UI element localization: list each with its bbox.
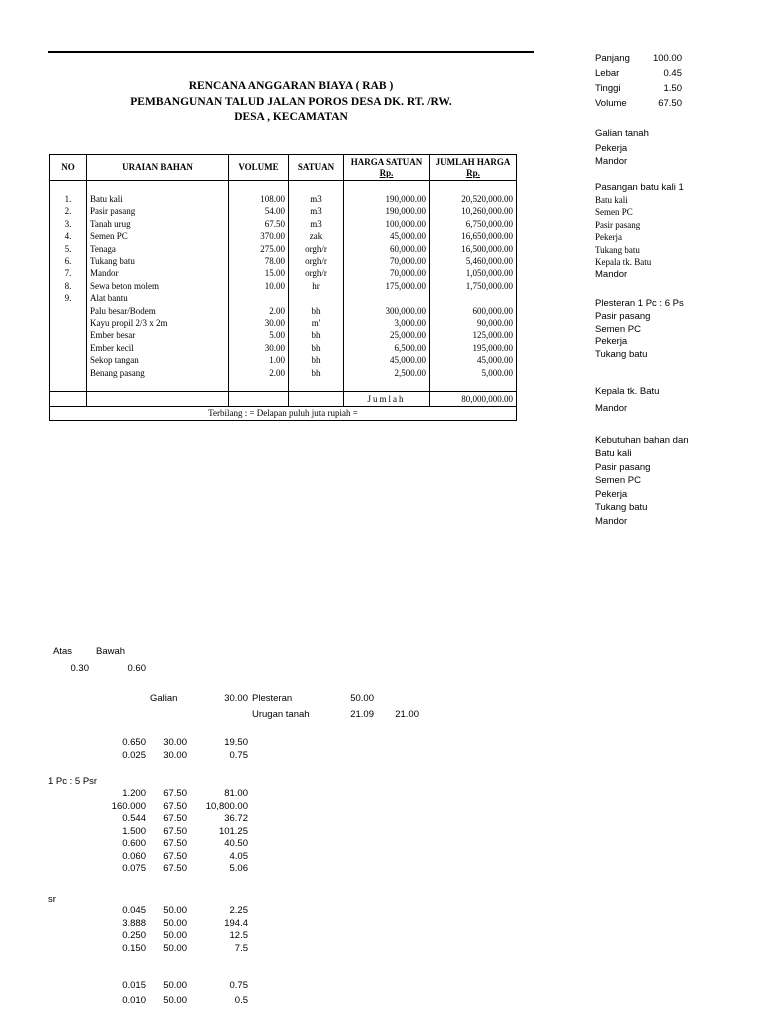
row-item: Batu kali	[87, 193, 229, 205]
row-no: 1.	[50, 193, 87, 205]
pasangan-item: Tukang batu	[595, 244, 640, 255]
row-item: Semen PC	[87, 230, 229, 242]
misc-calc-vol: 50.00	[163, 995, 187, 1006]
row-harga: 70,000.00	[344, 267, 430, 279]
row-harga: 100,000.00	[344, 218, 430, 230]
misc-calc-coef: 0.015	[122, 980, 146, 991]
row-satuan: hr	[289, 280, 344, 292]
row-harga: 190,000.00	[344, 205, 430, 217]
plesteran-title: Plesteran 1 Pc : 6 Ps	[595, 298, 684, 309]
table-row	[50, 329, 517, 341]
pasangan-calc-vol: 67.50	[163, 850, 187, 862]
pasangan-calc-coef: 0.060	[122, 850, 146, 862]
pasangan-calc-coef: 0.600	[122, 838, 146, 849]
col-no-header: NO	[50, 155, 87, 181]
pasangan-calc-result: 101.25	[218, 825, 248, 837]
misc-calc-vol: 50.00	[163, 980, 187, 991]
row-satuan	[289, 292, 344, 304]
row-jumlah: 1,050,000.00	[430, 267, 517, 279]
table-row	[50, 193, 517, 205]
urugan-label: Urugan tanah	[252, 709, 310, 720]
table-total-row	[50, 392, 517, 407]
pasangan-calc-coef: 1.500	[122, 825, 146, 837]
dim-value: 0.45	[663, 68, 682, 79]
plesteran-calc-vol: 50.00	[163, 930, 187, 941]
row-satuan: orgh/r	[289, 255, 344, 267]
plesteran-calc-result: 194.4	[224, 917, 248, 929]
pasangan-item: Kepala tk. Batu	[595, 257, 652, 267]
pasangan-calc-coef: 0.075	[122, 863, 146, 874]
table-header-row	[50, 155, 517, 181]
galian-calc-vol: 30.00	[163, 737, 187, 748]
row-jumlah: 125,000.00	[430, 329, 517, 341]
galian-calc-result: 19.50	[224, 737, 248, 748]
row-no	[50, 317, 87, 329]
rab-table	[49, 154, 517, 421]
row-item: Mandor	[87, 267, 229, 279]
col-jumlah-line1: JUMLAH HARGA	[435, 156, 511, 167]
row-harga: 60,000.00	[344, 243, 430, 255]
table-row	[50, 317, 517, 329]
row-satuan: zak	[289, 230, 344, 242]
row-item: Benang pasang	[87, 367, 229, 379]
row-satuan: bh	[289, 305, 344, 317]
row-item: Pasir pasang	[87, 205, 229, 217]
pasangan-calc-coef: 0.544	[122, 813, 146, 824]
row-volume: 5.00	[229, 329, 289, 341]
row-item: Alat bantu	[87, 292, 229, 304]
row-jumlah: 6,750,000.00	[430, 218, 517, 230]
atas-value: 0.30	[70, 663, 89, 674]
row-harga: 2,500.00	[344, 367, 430, 379]
row-item: Sekop tangan	[87, 354, 229, 366]
table-spacer-bottom	[50, 379, 517, 392]
row-satuan: orgh/r	[289, 267, 344, 279]
row-item: Tenaga	[87, 243, 229, 255]
kebutuhan-item: Pekerja	[595, 488, 628, 500]
row-no: 7.	[50, 267, 87, 279]
row-no	[50, 305, 87, 317]
bawah-value: 0.60	[127, 663, 146, 674]
row-jumlah: 600,000.00	[430, 305, 517, 317]
pasangan-calc-vol: 67.50	[163, 825, 187, 837]
row-harga: 45,000.00	[344, 354, 430, 366]
pasangan-calc-vol: 67.50	[163, 800, 187, 812]
galian-label: Galian	[150, 693, 178, 704]
row-volume: 30.00	[229, 317, 289, 329]
galian-value: 30.00	[224, 693, 248, 704]
row-item: Sewa beton molem	[87, 280, 229, 292]
row-no	[50, 342, 87, 354]
table-row	[50, 280, 517, 292]
pasangan-calc-vol: 67.50	[163, 813, 187, 824]
row-volume: 2.00	[229, 305, 289, 317]
bawah-label: Bawah	[96, 646, 126, 657]
plesteran-calc-result: 2.25	[229, 905, 248, 916]
row-no: 8.	[50, 280, 87, 292]
table-row	[50, 230, 517, 242]
row-no: 9.	[50, 292, 87, 304]
dim-label: Volume	[595, 98, 627, 109]
kebutuhan-item: Mandor	[595, 515, 628, 527]
row-volume: 275.00	[229, 243, 289, 255]
row-jumlah: 5,000.00	[430, 367, 517, 379]
galian-item: Pekerja	[595, 143, 628, 154]
plesteran-calc-result: 7.5	[234, 942, 248, 954]
row-volume: 2.00	[229, 367, 289, 379]
kebutuhan-item: Tukang batu	[595, 502, 648, 513]
col-satuan-header: SATUAN	[289, 155, 344, 181]
galian-calc-coef: 0.650	[122, 737, 146, 748]
plesteran-item: Tukang batu	[595, 348, 648, 360]
kebutuhan-title: Kebutuhan bahan dan	[595, 435, 689, 446]
dim-value: 67.50	[658, 98, 682, 109]
terbilang-text: Terbilang : = Delapan puluh juta rupiah =	[50, 407, 517, 421]
row-item: Tanah urug	[87, 218, 229, 230]
row-item: Ember kecil	[87, 342, 229, 354]
dim-value: 1.50	[663, 83, 682, 94]
pasangan-calc-vol: 67.50	[163, 788, 187, 799]
row-no	[50, 329, 87, 341]
row-jumlah	[430, 292, 517, 304]
misc-calc-coef: 0.010	[122, 995, 146, 1006]
total-value: 80,000,000.00	[430, 392, 517, 407]
row-harga: 3,000.00	[344, 317, 430, 329]
doc-location: DESA , KECAMATAN	[234, 111, 348, 123]
row-harga: 70,000.00	[344, 255, 430, 267]
plesteran-item: Semen PC	[595, 323, 641, 335]
row-jumlah: 10,260,000.00	[430, 205, 517, 217]
row-satuan: bh	[289, 342, 344, 354]
kebutuhan-item: Semen PC	[595, 475, 641, 486]
pasangan-calc-result: 4.05	[229, 850, 248, 862]
row-no: 4.	[50, 230, 87, 242]
misc-item: Kepala tk. Batu	[595, 386, 660, 397]
table-row	[50, 267, 517, 279]
pasangan-calc-result: 81.00	[224, 788, 248, 799]
pasangan-calc-result: 40.50	[224, 838, 248, 849]
col-volume-header: VOLUME	[229, 155, 289, 181]
pasangan-calc-result: 36.72	[224, 813, 248, 824]
pasangan-calc-coef: 1.200	[122, 788, 146, 799]
table-row	[50, 342, 517, 354]
table-row	[50, 305, 517, 317]
dim-label: Tinggi	[595, 83, 621, 94]
row-no: 3.	[50, 218, 87, 230]
row-harga	[344, 292, 430, 304]
galian-calc-vol: 30.00	[163, 750, 187, 761]
row-harga: 6,500.00	[344, 342, 430, 354]
table-row	[50, 367, 517, 379]
pasangan-calc-result: 5.06	[229, 863, 248, 874]
row-jumlah: 20,520,000.00	[430, 193, 517, 205]
row-satuan: m3	[289, 218, 344, 230]
row-jumlah: 5,460,000.00	[430, 255, 517, 267]
row-jumlah: 195,000.00	[430, 342, 517, 354]
plesteran-label: Plesteran	[252, 693, 293, 704]
galian-title: Galian tanah	[595, 128, 649, 139]
kebutuhan-item: Batu kali	[595, 448, 632, 459]
row-volume: 10.00	[229, 280, 289, 292]
plesteran-calc-coef: 0.150	[122, 942, 146, 954]
galian-calc-coef: 0.025	[122, 750, 146, 761]
misc-calc-result: 0.75	[229, 980, 248, 991]
top-rule	[48, 51, 534, 53]
plesteran-item: Pekerja	[595, 336, 628, 347]
row-satuan: m3	[289, 193, 344, 205]
row-jumlah: 45,000.00	[430, 354, 517, 366]
plesteran-calc-coef: 0.250	[122, 930, 146, 941]
table-row	[50, 354, 517, 366]
table-row	[50, 218, 517, 230]
pasangan-calc-coef: 160.000	[111, 800, 146, 812]
row-satuan: m3	[289, 205, 344, 217]
row-volume: 15.00	[229, 267, 289, 279]
urugan-value-2: 21.00	[395, 709, 419, 720]
pasangan-item: Pasir pasang	[595, 219, 641, 230]
row-item: Tukang batu	[87, 255, 229, 267]
col-jumlah-header	[430, 155, 517, 181]
row-no	[50, 367, 87, 379]
dim-value: 100.00	[652, 53, 682, 64]
col-jumlah-line2: Rp.	[466, 167, 480, 178]
row-volume: 54.00	[229, 205, 289, 217]
row-volume	[229, 292, 289, 304]
pasangan-calc-vol: 67.50	[163, 863, 187, 874]
row-jumlah: 90,000.00	[430, 317, 517, 329]
atas-label: Atas	[53, 646, 73, 657]
row-volume: 370.00	[229, 230, 289, 242]
plesteran-item: Pasir pasang	[595, 311, 651, 322]
row-no: 2.	[50, 205, 87, 217]
doc-title: RENCANA ANGGARAN BIAYA ( RAB )	[188, 80, 394, 92]
row-satuan: bh	[289, 367, 344, 379]
pasangan-item: Semen PC	[595, 207, 633, 218]
dim-label: Lebar	[595, 68, 620, 79]
row-volume: 30.00	[229, 342, 289, 354]
plesteran-calc-vol: 50.00	[163, 917, 187, 929]
col-harga-line1: HARGA SATUAN	[350, 156, 423, 167]
table-row	[50, 292, 517, 304]
pasangan-title: Pasangan batu kali 1	[595, 182, 684, 193]
plesteran-calc-vol: 50.00	[163, 942, 187, 954]
row-jumlah: 16,650,000.00	[430, 230, 517, 242]
row-harga: 190,000.00	[344, 193, 430, 205]
row-satuan: bh	[289, 329, 344, 341]
pasangan-calc-result: 10,800.00	[205, 800, 248, 812]
plesteran-calc-coef: 3.888	[122, 917, 146, 929]
row-harga: 25,000.00	[344, 329, 430, 341]
total-label: Jumlah	[344, 392, 430, 407]
row-jumlah: 16,500,000.00	[430, 243, 517, 255]
row-volume: 78.00	[229, 255, 289, 267]
table-row	[50, 255, 517, 267]
row-satuan: orgh/r	[289, 243, 344, 255]
row-item: Kayu propil 2/3 x 2m	[87, 317, 229, 329]
row-no: 5.	[50, 243, 87, 255]
plesteran-value: 50.00	[350, 693, 374, 704]
row-satuan: bh	[289, 354, 344, 366]
table-row	[50, 205, 517, 217]
pasangan-item: Batu kali	[595, 195, 628, 205]
row-volume: 108.00	[229, 193, 289, 205]
galian-calc-result: 0.75	[229, 750, 248, 761]
pasangan-calc-vol: 67.50	[163, 838, 187, 849]
row-no: 6.	[50, 255, 87, 267]
row-volume: 1.00	[229, 354, 289, 366]
row-harga: 300,000.00	[344, 305, 430, 317]
row-item: Palu besar/Bodem	[87, 305, 229, 317]
row-harga: 175,000.00	[344, 280, 430, 292]
plesteran-calc-coef: 0.045	[122, 905, 146, 916]
row-satuan: m'	[289, 317, 344, 329]
pasangan-item: Pekerja	[595, 232, 622, 243]
pasangan-item: Mandor	[595, 269, 628, 281]
row-volume: 67.50	[229, 218, 289, 230]
section2-label: 1 Pc : 5 Psr	[48, 776, 98, 787]
dim-label: Panjang	[595, 53, 630, 64]
row-jumlah: 1,750,000.00	[430, 280, 517, 292]
col-harga-header	[344, 155, 430, 181]
misc-item: Mandor	[595, 403, 628, 414]
terbilang-row	[50, 407, 517, 421]
urugan-value-1: 21.09	[350, 709, 374, 720]
plesteran-calc-vol: 50.00	[163, 905, 187, 916]
galian-item: Mandor	[595, 156, 628, 167]
section3-label: sr	[48, 894, 56, 905]
table-spacer-top	[50, 181, 517, 194]
row-item: Ember besar	[87, 329, 229, 341]
table-row	[50, 243, 517, 255]
row-harga: 45,000.00	[344, 230, 430, 242]
col-uraian-header: URAIAN BAHAN	[87, 155, 229, 181]
kebutuhan-item: Pasir pasang	[595, 461, 651, 473]
plesteran-calc-result: 12.5	[229, 930, 248, 941]
col-harga-line2: Rp.	[379, 167, 394, 178]
row-no	[50, 354, 87, 366]
misc-calc-result: 0.5	[234, 995, 248, 1006]
doc-subtitle: PEMBANGUNAN TALUD JALAN POROS DESA DK. RT. /RW.	[130, 96, 452, 108]
